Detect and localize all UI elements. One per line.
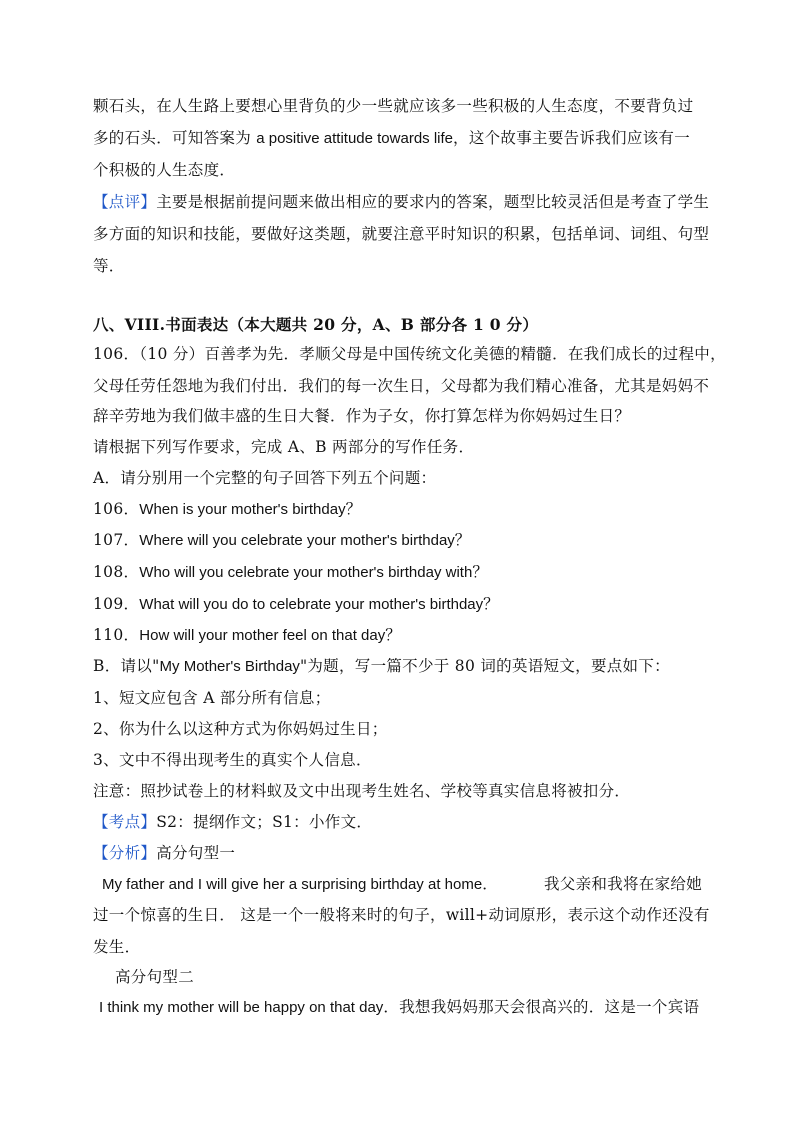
question-mark: ？ — [345, 500, 362, 518]
q106-line-3: 辞辛劳地为我们做丰盛的生日大餐．作为子女，你打算怎样为你妈妈过生日？ — [93, 407, 631, 425]
question-number: 109． — [93, 595, 140, 613]
comment-line-2: 多方面的知识和技能，要做好这类题，就要注意平时知识的积累，包括单词、词组、句型 — [93, 225, 710, 243]
fenxi-text: 高分句型一 — [156, 844, 236, 862]
question-text: Where will you celebrate your mother's birthday — [139, 532, 455, 549]
part-b-intro — [93, 656, 670, 677]
sentence-2-en: I think my mother will be happy on that day — [99, 999, 384, 1016]
question-number: 107． — [93, 531, 140, 549]
question-110 — [93, 625, 401, 646]
question-number: 110． — [93, 626, 140, 644]
sentence-2-line — [99, 997, 699, 1018]
fenxi-tag: 【分析】 — [93, 844, 157, 862]
analysis-line-1: 颗石头，在人生路上要想心里背负的少一些就应该多一些积极的人生态度，不要背负过 — [93, 97, 694, 115]
sentence-1-line-2: 过一个惊喜的生日． 这是一个一般将来时的句子，will+动词原形，表示这个动作还没有 — [93, 906, 710, 924]
analysis-line-2-a: 多的石头．可知答案为 — [93, 129, 257, 147]
question-mark: ？ — [472, 563, 489, 581]
sentence-1-en: My father and I will give her a surprising birthday at home — [102, 876, 483, 893]
comment-line-3: 等． — [93, 257, 125, 275]
kaodian-text: S2：提纲作文；S1：小作文． — [156, 813, 373, 831]
comment-tag: 【点评】 — [93, 193, 157, 211]
question-text: How will your mother feel on that day — [139, 627, 386, 644]
analysis-line-2-c: ，这个故事主要告诉我们应该有一 — [453, 129, 691, 147]
analysis-line-2 — [93, 128, 690, 149]
note-line: 注意：照抄试卷上的材料蚁及文中出现考生姓名、学校等真实信息将被扣分． — [93, 782, 631, 800]
question-text: When is your mother's birthday — [139, 501, 346, 518]
fenxi-line — [93, 843, 235, 863]
part-b-intro-b: "为题，写一篇不少于 80 词的英语短文，要点如下： — [299, 657, 670, 675]
requirement-1: 1、短文应包含 A 部分所有信息； — [93, 689, 331, 707]
sentence-2-zh: ．我想我妈妈那天会很高兴的．这是一个宾语 — [383, 998, 700, 1016]
question-106 — [93, 499, 361, 520]
question-text: What will you do to celebrate your mother's birthday — [139, 596, 484, 613]
question-mark: ？ — [483, 595, 499, 613]
question-text: Who will you celebrate your mother's birthday with — [139, 564, 473, 581]
sentence-1-line-1 — [102, 874, 498, 895]
requirement-3: 3、文中不得出现考生的真实个人信息． — [93, 751, 372, 769]
kaodian-line — [93, 812, 372, 832]
comment-text-1: 主要是根据前提问题来做出相应的要求内的答案，题型比较灵活但是考查了学生 — [156, 193, 710, 211]
essay-title: My Mother's Birthday — [159, 658, 300, 675]
question-mark: ？ — [385, 626, 402, 644]
comment-line-1 — [93, 192, 709, 212]
q106-line-1: 106．（10 分）百善孝为先．孝顺父母是中国传统文化美德的精髓．在我们成长的过程中， — [93, 345, 726, 363]
question-mark: ？ — [454, 531, 471, 549]
q106-line-2: 父母任劳任怨地为我们付出．我们的每一次生日，父母都为我们精心准备，尤其是妈妈不 — [93, 377, 710, 395]
q106-line-4: 请根据下列写作要求，完成 A、B 两部分的写作任务． — [93, 438, 475, 456]
type-2-heading: 高分句型二 — [115, 968, 195, 986]
question-109 — [93, 594, 499, 615]
sentence-1-dot: ． — [482, 875, 498, 893]
answer-phrase: a positive attitude towards life — [256, 130, 454, 147]
analysis-line-3: 个积极的人生态度． — [93, 161, 236, 179]
question-108 — [93, 562, 488, 583]
part-a-intro: A．请分别用一个完整的句子回答下列五个问题： — [93, 469, 437, 487]
section-heading: 八、VIII.书面表达（本大题共 20 分，A、B 部分各 1 0 分） — [93, 315, 539, 334]
question-number: 106． — [93, 500, 140, 518]
sentence-1-line-3: 发生． — [93, 938, 141, 956]
part-b-intro-a: B．请以" — [93, 657, 160, 675]
question-number: 108． — [93, 563, 140, 581]
requirement-2: 2、你为什么以这种方式为你妈妈过生日； — [93, 720, 388, 738]
sentence-1-zh: 我父亲和我将在家给她 — [544, 875, 703, 893]
question-107 — [93, 530, 471, 551]
kaodian-tag: 【考点】 — [93, 813, 157, 831]
